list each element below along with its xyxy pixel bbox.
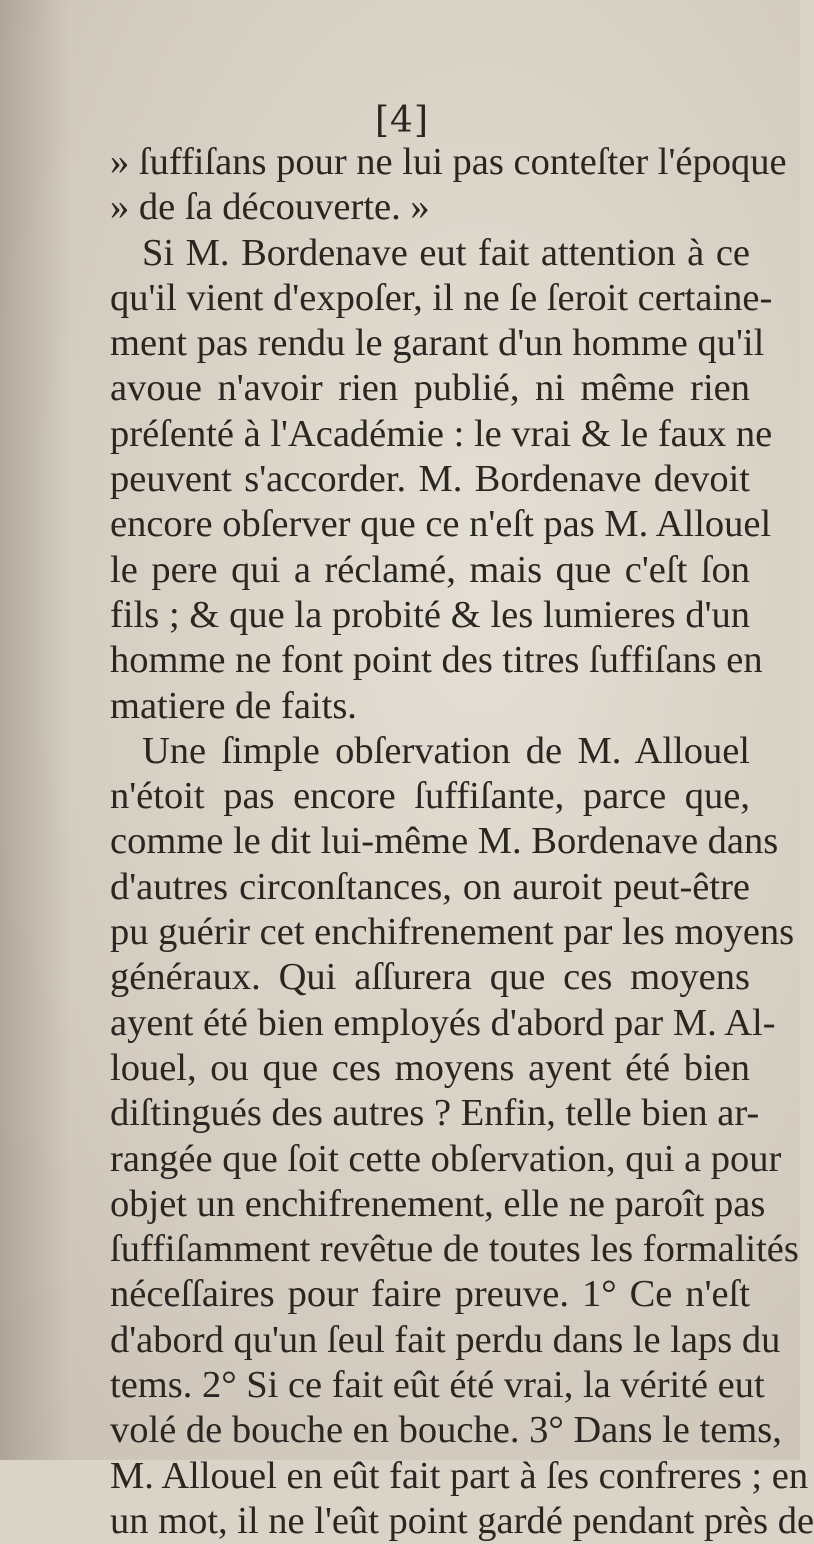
paragraph-first-line: Une ſimple obſervation de M. Allouel (142, 729, 750, 772)
text-line: qu'il vient d'expoſer, il ne ſe ſeroit certaine- (110, 276, 773, 319)
text-line: le pere qui a réclamé, mais que c'eſt ſon (110, 548, 750, 591)
text-line: avoue n'avoir rien publié, ni même rien (110, 367, 750, 410)
text-line: préſenté à l'Académie : le vrai & le faux ne (110, 412, 773, 455)
binding-shadow (0, 0, 70, 1460)
text-line: peuvent s'accorder. M. Bordenave devoit (110, 458, 750, 501)
text-line: ayent été bien employés d'abord par M. Al- (110, 1001, 776, 1044)
text-line: matiere de faits. (110, 684, 357, 727)
text-line: d'autres circonſtances, on auroit peut-être (110, 865, 750, 908)
text-line: encore obſerver que ce n'eſt pas M. Allouel (110, 503, 772, 546)
text-line: volé de bouche en bouche. 3° Dans le tems, (110, 1409, 782, 1452)
text-line: objet un enchifrenement, elle ne paroît pas (110, 1182, 766, 1225)
text-line: » ſuffiſans pour ne lui pas conteſter l'époque (110, 141, 787, 183)
text-line: rangée que ſoit cette obſervation, qui a pour (110, 1137, 782, 1180)
text-line: diſtingués des autres ? Enfin, telle bien ar- (110, 1092, 760, 1135)
text-line: d'abord qu'un ſeul fait perdu dans le laps du (110, 1318, 781, 1361)
body-text (110, 140, 814, 1544)
page-number: [4] (375, 100, 429, 141)
text-line: fils ; & que la probité & les lumieres d'un (110, 593, 750, 636)
text-line: M. Allouel en eût fait part à ſes confreres ; en (110, 1454, 809, 1497)
paragraph-first-line: Si M. Bordenave eut fait attention à ce (142, 231, 750, 274)
text-line: louel, ou que ces moyens ayent été bien (110, 1046, 750, 1089)
text-line: un mot, il ne l'eût point gardé pendant près de (110, 1499, 814, 1542)
text-line: tems. 2° Si ce fait eût été vrai, la vérité eut (110, 1364, 765, 1407)
text-line: ment pas rendu le garant d'un homme qu'il (110, 322, 765, 365)
text-line: ſuffiſamment revêtue de toutes les formalités (110, 1228, 799, 1271)
text-line: homme ne font point des titres ſuffiſans en (110, 639, 763, 682)
text-line: généraux. Qui aſſurera que ces moyens (110, 956, 750, 999)
text-line: » de ſa découverte. » (110, 186, 430, 229)
text-line: pu guérir cet enchifrenement par les moyens (110, 911, 795, 954)
text-line: comme le dit lui-même M. Bordenave dans (110, 820, 779, 863)
text-line: néceſſaires pour faire preuve. 1° Ce n'eſt (110, 1273, 750, 1316)
text-line: n'étoit pas encore ſuffiſante, parce que, (110, 775, 750, 818)
